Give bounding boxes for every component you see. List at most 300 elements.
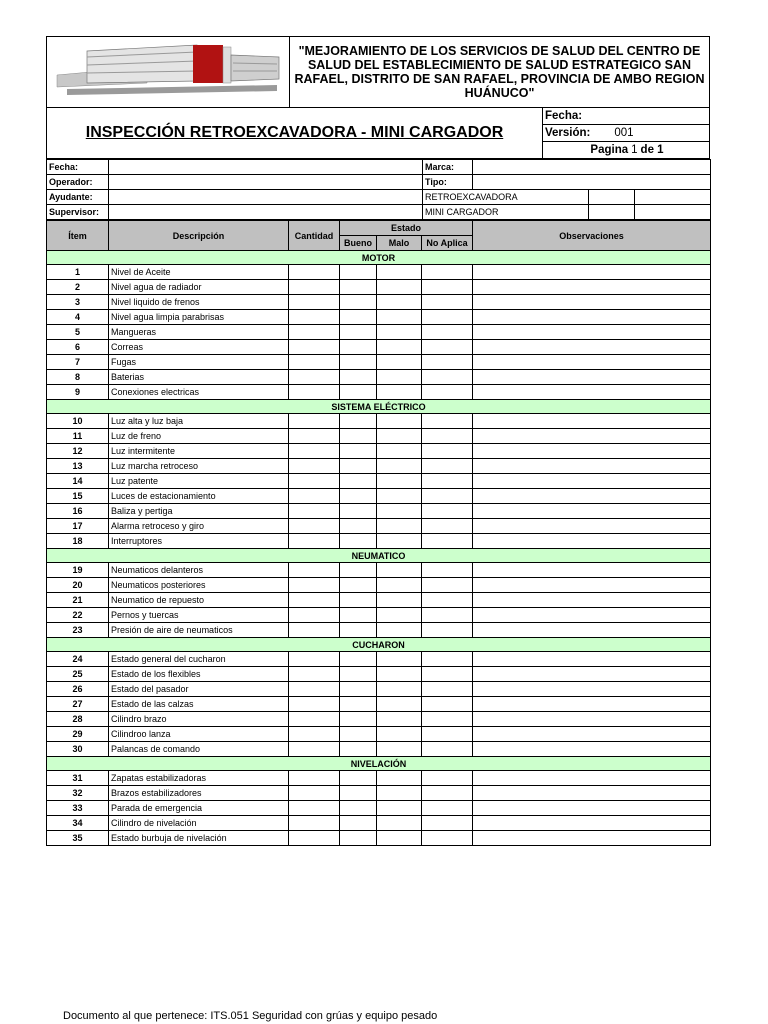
bueno-cell[interactable]	[340, 265, 377, 280]
no-aplica-cell[interactable]	[422, 340, 473, 355]
info-row	[47, 205, 711, 220]
header-block	[46, 36, 710, 108]
bueno-cell[interactable]	[340, 459, 377, 474]
item-description: Baliza y pertiga	[109, 504, 289, 519]
table-row	[47, 280, 711, 295]
malo-cell[interactable]	[377, 310, 422, 325]
bueno-cell[interactable]	[340, 340, 377, 355]
malo-cell[interactable]	[377, 578, 422, 593]
bueno-cell[interactable]	[340, 608, 377, 623]
cantidad-cell[interactable]	[289, 504, 340, 519]
item-number: 20	[47, 578, 109, 593]
table-row	[47, 474, 711, 489]
inspection-body	[47, 251, 711, 846]
no-aplica-cell[interactable]	[422, 727, 473, 742]
bueno-cell[interactable]	[340, 697, 377, 712]
bueno-header: Bueno	[340, 236, 377, 251]
malo-cell[interactable]	[377, 727, 422, 742]
cantidad-cell[interactable]	[289, 429, 340, 444]
item-description: Nivel liquido de frenos	[109, 295, 289, 310]
cantidad-cell[interactable]	[289, 652, 340, 667]
bueno-cell[interactable]	[340, 801, 377, 816]
operador-field[interactable]	[109, 175, 423, 190]
cantidad-cell[interactable]	[289, 667, 340, 682]
table-row	[47, 414, 711, 429]
no-aplica-cell[interactable]	[422, 429, 473, 444]
malo-cell[interactable]	[377, 444, 422, 459]
malo-cell[interactable]	[377, 295, 422, 310]
malo-cell[interactable]	[377, 771, 422, 786]
no-aplica-header: No Aplica	[422, 236, 473, 251]
table-row	[47, 265, 711, 280]
cantidad-cell[interactable]	[289, 325, 340, 340]
cantidad-cell[interactable]	[289, 801, 340, 816]
version-value: 001	[614, 127, 634, 139]
cantidad-cell[interactable]	[289, 414, 340, 429]
section-title: NEUMATICO	[47, 549, 711, 563]
item-number: 30	[47, 742, 109, 757]
footer-text: Documento al que pertenece: ITS.051 Seguridad con grúas y equipo pesado	[63, 1010, 438, 1022]
tipo-blank-1	[635, 190, 711, 205]
observaciones-cell[interactable]	[473, 534, 711, 549]
malo-cell[interactable]	[377, 801, 422, 816]
no-aplica-cell[interactable]	[422, 444, 473, 459]
observaciones-cell[interactable]	[473, 489, 711, 504]
observaciones-cell[interactable]	[473, 385, 711, 400]
cantidad-cell[interactable]	[289, 519, 340, 534]
table-row	[47, 786, 711, 801]
observaciones-cell[interactable]	[473, 697, 711, 712]
table-row	[47, 801, 711, 816]
malo-cell[interactable]	[377, 474, 422, 489]
version-label: Versión:	[545, 127, 591, 139]
cantidad-cell[interactable]	[289, 280, 340, 295]
cantidad-cell[interactable]	[289, 474, 340, 489]
no-aplica-cell[interactable]	[422, 667, 473, 682]
malo-cell[interactable]	[377, 712, 422, 727]
no-aplica-cell[interactable]	[422, 742, 473, 757]
no-aplica-cell[interactable]	[422, 816, 473, 831]
cantidad-header: Cantidad	[289, 221, 340, 251]
no-aplica-cell[interactable]	[422, 771, 473, 786]
tipo-check-1[interactable]	[589, 190, 635, 205]
malo-cell[interactable]	[377, 429, 422, 444]
malo-cell[interactable]	[377, 608, 422, 623]
bueno-cell[interactable]	[340, 771, 377, 786]
bueno-cell[interactable]	[340, 414, 377, 429]
form-title-cell	[47, 108, 543, 158]
tipo-field[interactable]	[473, 175, 711, 190]
malo-cell[interactable]	[377, 652, 422, 667]
observaciones-cell[interactable]	[473, 742, 711, 757]
observaciones-cell[interactable]	[473, 295, 711, 310]
observaciones-cell[interactable]	[473, 593, 711, 608]
observaciones-cell[interactable]	[473, 280, 711, 295]
no-aplica-cell[interactable]	[422, 519, 473, 534]
project-title: "MEJORAMIENTO DE LOS SERVICIOS DE SALUD DEL CENTRO DE SALUD DEL ESTABLECIMIENTO DE SALUD ESTRATEGICO SAN RAFAEL, DISTRITO DE SAN RAFAEL, PROVINCIA DE AMBO REGION HUÁNUCO"	[294, 44, 705, 100]
table-row	[47, 816, 711, 831]
item-description: Mangueras	[109, 325, 289, 340]
bueno-cell[interactable]	[340, 563, 377, 578]
item-header: Ítem	[47, 221, 109, 251]
observaciones-cell[interactable]	[473, 325, 711, 340]
meta-fecha	[543, 108, 709, 125]
bueno-cell[interactable]	[340, 534, 377, 549]
no-aplica-cell[interactable]	[422, 682, 473, 697]
item-number: 31	[47, 771, 109, 786]
no-aplica-cell[interactable]	[422, 325, 473, 340]
table-row	[47, 385, 711, 400]
cantidad-cell[interactable]	[289, 608, 340, 623]
malo-cell[interactable]	[377, 280, 422, 295]
bueno-cell[interactable]	[340, 370, 377, 385]
cantidad-cell[interactable]	[289, 816, 340, 831]
malo-cell[interactable]	[377, 831, 422, 846]
no-aplica-cell[interactable]	[422, 623, 473, 638]
item-description: Cilindro brazo	[109, 712, 289, 727]
fecha-label: Fecha:	[545, 110, 583, 122]
pagina-num: 1	[631, 144, 638, 156]
bueno-cell[interactable]	[340, 727, 377, 742]
item-description: Conexiones electricas	[109, 385, 289, 400]
table-row	[47, 831, 711, 846]
section-title: SISTEMA ELÉCTRICO	[47, 400, 711, 414]
no-aplica-cell[interactable]	[422, 295, 473, 310]
cantidad-cell[interactable]	[289, 771, 340, 786]
no-aplica-cell[interactable]	[422, 355, 473, 370]
form-frame	[46, 36, 710, 846]
cantidad-cell[interactable]	[289, 697, 340, 712]
malo-cell[interactable]	[377, 786, 422, 801]
malo-cell[interactable]	[377, 265, 422, 280]
section-row	[47, 400, 711, 414]
tipo-check-2[interactable]	[589, 205, 635, 220]
malo-cell[interactable]	[377, 697, 422, 712]
cantidad-cell[interactable]	[289, 355, 340, 370]
bueno-cell[interactable]	[340, 325, 377, 340]
info-row	[47, 160, 711, 175]
bueno-cell[interactable]	[340, 310, 377, 325]
cantidad-cell[interactable]	[289, 340, 340, 355]
item-description: Luz marcha retroceso	[109, 459, 289, 474]
malo-cell[interactable]	[377, 370, 422, 385]
observaciones-cell[interactable]	[473, 370, 711, 385]
cantidad-cell[interactable]	[289, 563, 340, 578]
bueno-cell[interactable]	[340, 504, 377, 519]
bueno-cell[interactable]	[340, 623, 377, 638]
item-description: Neumaticos delanteros	[109, 563, 289, 578]
item-number: 9	[47, 385, 109, 400]
item-description: Cilindroo lanza	[109, 727, 289, 742]
bueno-cell[interactable]	[340, 489, 377, 504]
observaciones-cell[interactable]	[473, 786, 711, 801]
table-row	[47, 340, 711, 355]
item-number: 10	[47, 414, 109, 429]
item-description: Correas	[109, 340, 289, 355]
pagina-total: de 1	[640, 144, 664, 156]
cantidad-cell[interactable]	[289, 831, 340, 846]
no-aplica-cell[interactable]	[422, 608, 473, 623]
table-row	[47, 519, 711, 534]
table-row	[47, 370, 711, 385]
cantidad-cell[interactable]	[289, 623, 340, 638]
item-description: Cilindro de nivelación	[109, 816, 289, 831]
malo-cell[interactable]	[377, 593, 422, 608]
table-row	[47, 459, 711, 474]
section-title: NIVELACIÓN	[47, 757, 711, 771]
cantidad-cell[interactable]	[289, 295, 340, 310]
bueno-cell[interactable]	[340, 474, 377, 489]
no-aplica-cell[interactable]	[422, 504, 473, 519]
item-description: Alarma retroceso y giro	[109, 519, 289, 534]
section-row	[47, 638, 711, 652]
malo-cell[interactable]	[377, 340, 422, 355]
observaciones-cell[interactable]	[473, 771, 711, 786]
observaciones-cell[interactable]	[473, 563, 711, 578]
malo-cell[interactable]	[377, 742, 422, 757]
bueno-cell[interactable]	[340, 295, 377, 310]
observaciones-cell[interactable]	[473, 578, 711, 593]
observaciones-cell[interactable]	[473, 712, 711, 727]
cantidad-cell[interactable]	[289, 459, 340, 474]
bueno-cell[interactable]	[340, 578, 377, 593]
section-row	[47, 251, 711, 265]
item-description: Nivel agua de radiador	[109, 280, 289, 295]
item-number: 33	[47, 801, 109, 816]
fecha-field-label: Fecha:	[47, 160, 109, 175]
observaciones-cell[interactable]	[473, 623, 711, 638]
item-number: 19	[47, 563, 109, 578]
observaciones-cell[interactable]	[473, 727, 711, 742]
item-description: Zapatas estabilizadoras	[109, 771, 289, 786]
no-aplica-cell[interactable]	[422, 831, 473, 846]
cantidad-cell[interactable]	[289, 265, 340, 280]
item-number: 26	[47, 682, 109, 697]
supervisor-field[interactable]	[109, 205, 423, 220]
table-row	[47, 742, 711, 757]
observaciones-cell[interactable]	[473, 667, 711, 682]
no-aplica-cell[interactable]	[422, 370, 473, 385]
malo-cell[interactable]	[377, 682, 422, 697]
item-number: 3	[47, 295, 109, 310]
observaciones-cell[interactable]	[473, 831, 711, 846]
bueno-cell[interactable]	[340, 667, 377, 682]
no-aplica-cell[interactable]	[422, 652, 473, 667]
no-aplica-cell[interactable]	[422, 489, 473, 504]
malo-cell[interactable]	[377, 816, 422, 831]
item-description: Nivel agua limpia parabrisas	[109, 310, 289, 325]
no-aplica-cell[interactable]	[422, 459, 473, 474]
meta-version	[543, 125, 709, 142]
malo-cell[interactable]	[377, 623, 422, 638]
observaciones-cell[interactable]	[473, 504, 711, 519]
malo-cell[interactable]	[377, 355, 422, 370]
no-aplica-cell[interactable]	[422, 414, 473, 429]
marca-field[interactable]	[473, 160, 711, 175]
cantidad-cell[interactable]	[289, 593, 340, 608]
cantidad-cell[interactable]	[289, 489, 340, 504]
bueno-cell[interactable]	[340, 385, 377, 400]
item-number: 24	[47, 652, 109, 667]
cantidad-cell[interactable]	[289, 310, 340, 325]
no-aplica-cell[interactable]	[422, 474, 473, 489]
info-row	[47, 190, 711, 205]
bueno-cell[interactable]	[340, 355, 377, 370]
item-number: 35	[47, 831, 109, 846]
table-row	[47, 771, 711, 786]
item-number: 13	[47, 459, 109, 474]
no-aplica-cell[interactable]	[422, 697, 473, 712]
operador-field-label: Operador:	[47, 175, 109, 190]
no-aplica-cell[interactable]	[422, 712, 473, 727]
table-row	[47, 697, 711, 712]
observaciones-cell[interactable]	[473, 340, 711, 355]
fecha-field[interactable]	[109, 160, 423, 175]
inspection-table	[46, 220, 711, 846]
no-aplica-cell[interactable]	[422, 310, 473, 325]
cantidad-cell[interactable]	[289, 727, 340, 742]
observaciones-cell[interactable]	[473, 265, 711, 280]
table-row	[47, 489, 711, 504]
item-description: Pernos y tuercas	[109, 608, 289, 623]
item-number: 1	[47, 265, 109, 280]
bueno-cell[interactable]	[340, 682, 377, 697]
item-number: 7	[47, 355, 109, 370]
observaciones-cell[interactable]	[473, 459, 711, 474]
company-logo	[47, 37, 290, 107]
malo-cell[interactable]	[377, 563, 422, 578]
table-row	[47, 310, 711, 325]
item-number: 22	[47, 608, 109, 623]
item-description: Neumatico de repuesto	[109, 593, 289, 608]
cantidad-cell[interactable]	[289, 682, 340, 697]
item-description: Brazos estabilizadores	[109, 786, 289, 801]
malo-cell[interactable]	[377, 667, 422, 682]
malo-cell[interactable]	[377, 414, 422, 429]
item-number: 4	[47, 310, 109, 325]
bueno-cell[interactable]	[340, 280, 377, 295]
table-row	[47, 578, 711, 593]
no-aplica-cell[interactable]	[422, 801, 473, 816]
malo-cell[interactable]	[377, 519, 422, 534]
no-aplica-cell[interactable]	[422, 578, 473, 593]
table-row	[47, 325, 711, 340]
bueno-cell[interactable]	[340, 831, 377, 846]
observaciones-cell[interactable]	[473, 652, 711, 667]
cantidad-cell[interactable]	[289, 742, 340, 757]
item-number: 32	[47, 786, 109, 801]
bueno-cell[interactable]	[340, 742, 377, 757]
cantidad-cell[interactable]	[289, 385, 340, 400]
item-description: Presión de aire de neumaticos	[109, 623, 289, 638]
malo-cell[interactable]	[377, 534, 422, 549]
info-row	[47, 175, 711, 190]
ayudante-field[interactable]	[109, 190, 423, 205]
malo-cell[interactable]	[377, 385, 422, 400]
malo-cell[interactable]	[377, 459, 422, 474]
item-number: 2	[47, 280, 109, 295]
bueno-cell[interactable]	[340, 429, 377, 444]
marca-field-label: Marca:	[423, 160, 473, 175]
observaciones-cell[interactable]	[473, 816, 711, 831]
no-aplica-cell[interactable]	[422, 534, 473, 549]
item-number: 21	[47, 593, 109, 608]
item-number: 15	[47, 489, 109, 504]
table-row	[47, 727, 711, 742]
item-number: 27	[47, 697, 109, 712]
cantidad-cell[interactable]	[289, 370, 340, 385]
item-description: Luces de estacionamiento	[109, 489, 289, 504]
observaciones-cell[interactable]	[473, 444, 711, 459]
cantidad-cell[interactable]	[289, 786, 340, 801]
cantidad-cell[interactable]	[289, 578, 340, 593]
item-number: 16	[47, 504, 109, 519]
observaciones-cell[interactable]	[473, 682, 711, 697]
table-row	[47, 712, 711, 727]
no-aplica-cell[interactable]	[422, 563, 473, 578]
observaciones-cell[interactable]	[473, 519, 711, 534]
bueno-cell[interactable]	[340, 712, 377, 727]
cantidad-cell[interactable]	[289, 534, 340, 549]
malo-cell[interactable]	[377, 504, 422, 519]
tipo-option-retroexcavadora: RETROEXCAVADORA	[423, 190, 589, 205]
no-aplica-cell[interactable]	[422, 385, 473, 400]
malo-cell[interactable]	[377, 325, 422, 340]
malo-cell[interactable]	[377, 489, 422, 504]
item-description: Luz alta y luz baja	[109, 414, 289, 429]
meta-block	[543, 108, 709, 158]
cantidad-cell[interactable]	[289, 444, 340, 459]
item-number: 23	[47, 623, 109, 638]
item-number: 28	[47, 712, 109, 727]
bueno-cell[interactable]	[340, 444, 377, 459]
cantidad-cell[interactable]	[289, 712, 340, 727]
item-description: Fugas	[109, 355, 289, 370]
no-aplica-cell[interactable]	[422, 265, 473, 280]
bueno-cell[interactable]	[340, 593, 377, 608]
item-number: 11	[47, 429, 109, 444]
item-description: Parada de emergencia	[109, 801, 289, 816]
no-aplica-cell[interactable]	[422, 593, 473, 608]
item-description: Estado de los flexibles	[109, 667, 289, 682]
no-aplica-cell[interactable]	[422, 280, 473, 295]
table-row	[47, 667, 711, 682]
observaciones-cell[interactable]	[473, 355, 711, 370]
no-aplica-cell[interactable]	[422, 786, 473, 801]
observaciones-cell[interactable]	[473, 310, 711, 325]
item-number: 34	[47, 816, 109, 831]
bueno-cell[interactable]	[340, 519, 377, 534]
section-row	[47, 549, 711, 563]
tipo-option-minicargador: MINI CARGADOR	[423, 205, 589, 220]
observaciones-cell[interactable]	[473, 414, 711, 429]
observaciones-cell[interactable]	[473, 608, 711, 623]
table-row	[47, 504, 711, 519]
observaciones-cell[interactable]	[473, 474, 711, 489]
item-number: 14	[47, 474, 109, 489]
bueno-cell[interactable]	[340, 652, 377, 667]
observaciones-cell[interactable]	[473, 801, 711, 816]
table-row	[47, 682, 711, 697]
observaciones-cell[interactable]	[473, 429, 711, 444]
malo-header: Malo	[377, 236, 422, 251]
item-description: Palancas de comando	[109, 742, 289, 757]
bueno-cell[interactable]	[340, 786, 377, 801]
bueno-cell[interactable]	[340, 816, 377, 831]
section-title: CUCHARON	[47, 638, 711, 652]
item-number: 29	[47, 727, 109, 742]
item-description: Estado del pasador	[109, 682, 289, 697]
